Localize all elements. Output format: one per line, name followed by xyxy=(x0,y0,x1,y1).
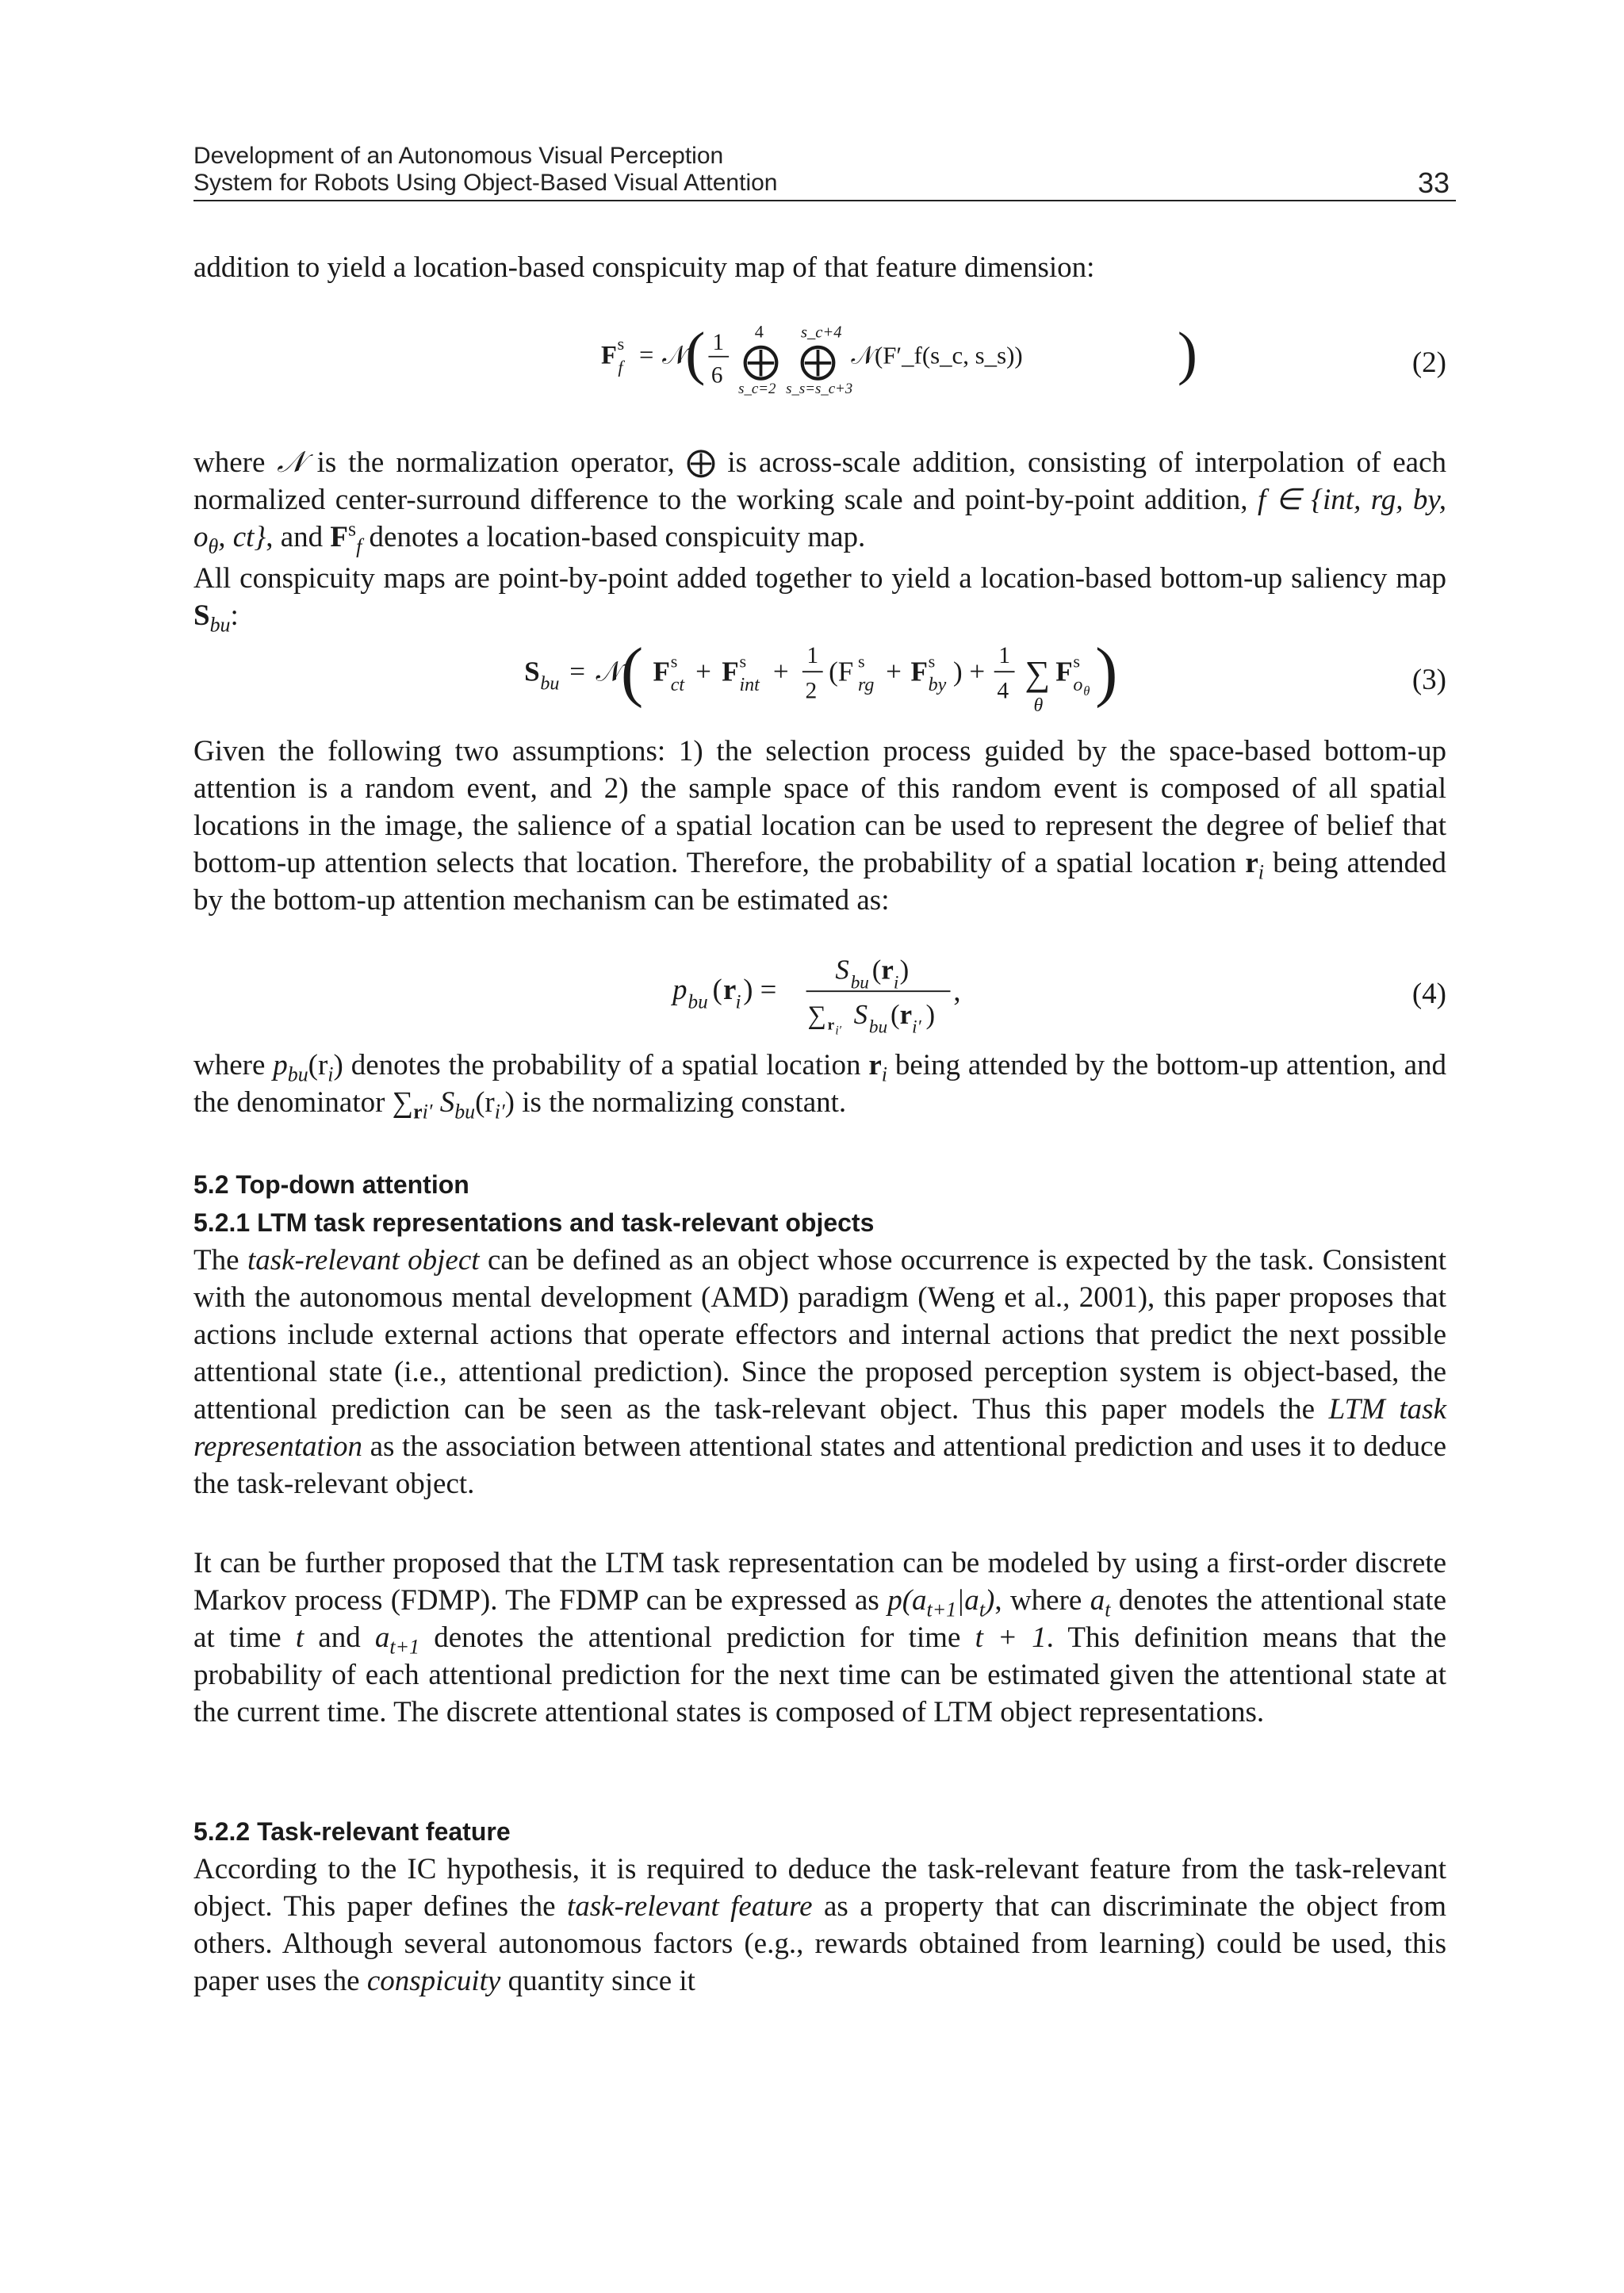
svg-text:S: S xyxy=(524,656,540,687)
equation-4-graphic xyxy=(193,948,1446,1043)
svg-text:1: 1 xyxy=(806,643,819,669)
equation-2-graphic xyxy=(193,308,1446,403)
running-header xyxy=(193,143,1456,201)
svg-text:): ) xyxy=(1095,634,1118,709)
svg-text:rg: rg xyxy=(858,675,875,696)
svg-text:bu: bu xyxy=(688,991,708,1013)
eq2-upper-2: s_c+4 xyxy=(801,323,842,342)
subsection-heading-5-2-2: 5.2.2 Task-relevant feature xyxy=(193,1817,511,1846)
svg-text:∑: ∑ xyxy=(807,1001,826,1030)
svg-text:s: s xyxy=(670,651,678,672)
eq2-lhs-sup: s xyxy=(617,334,625,354)
eq2-lower-2: s_s=s_c+3 xyxy=(786,381,853,397)
svg-text:) +: ) + xyxy=(953,656,986,687)
svg-text:bu: bu xyxy=(850,972,869,993)
svg-text:=: = xyxy=(569,656,586,687)
section-heading-5-2: 5.2 Top-down attention xyxy=(193,1170,469,1199)
paragraph-task-relevant-feature: According to the IC hypothesis, it is required to deduce the task-relevant feature from the task-relevant object. This paper defines the task-relevant feature as a property that can discriminate the object from others. Although several autonomous factors (e.g., rewards obtained from learning) could be used, this paper uses the conspicuity quantity since it xyxy=(193,1853,1446,1997)
header-title-line-2: System for Robots Using Object-Based Visual Attention xyxy=(193,170,778,196)
eq2-lhs: F xyxy=(601,341,617,370)
svg-text:S: S xyxy=(853,998,868,1030)
svg-text:r: r xyxy=(881,954,894,986)
eq2-upper-1: 4 xyxy=(754,321,764,342)
svg-text:by: by xyxy=(928,675,947,696)
eq2-inner: 𝒩(F′_f(s_c, s_s)) xyxy=(851,342,1023,369)
svg-text:θ: θ xyxy=(1033,695,1044,717)
svg-text:∑: ∑ xyxy=(1025,653,1051,693)
svg-text:+: + xyxy=(695,656,711,687)
paragraph-where-probability: where $p_{bu}(r_i)$ denotes the probability of a spatial location $r_i$ being attended by the bottom-up attention, and the denominator $\sum_{ri'}$ $S_{bu}(r_{i'})$ is the normalizing constant. xyxy=(193,1049,1446,1124)
svg-text:4: 4 xyxy=(997,678,1009,704)
svg-text:r: r xyxy=(899,998,913,1030)
equation-2-number: (2) xyxy=(1411,346,1446,379)
svg-text:=: = xyxy=(639,341,654,370)
svg-text:(F: (F xyxy=(829,656,854,687)
paragraph-assumptions: Given the following two assumptions: 1) the selection process guided by the space-based bottom-up attention is a random event, and 2) the sample space of this random event is composed of all spatial locations in the image, the salience of a spatial location can be used to represent the degree of belief that bottom-up attention selects that location. Therefore, the probability of a spatial location $r_i$ being attended by the bottom-up attention mechanism can be estimated as: xyxy=(193,735,1447,917)
eq2-lhs-sub: f xyxy=(618,357,623,377)
svg-text:s: s xyxy=(739,651,747,672)
svg-text:,: , xyxy=(953,974,961,1007)
equation-3-number: (3) xyxy=(1411,664,1446,696)
svg-text:(: ( xyxy=(685,320,706,387)
svg-text:𝒩: 𝒩 xyxy=(596,656,623,687)
svg-text:int: int xyxy=(739,675,760,696)
equation-2 xyxy=(193,308,1446,419)
svg-text:r: r xyxy=(827,1016,835,1034)
equation-4 xyxy=(193,948,1446,1047)
svg-text:1: 1 xyxy=(998,643,1010,669)
header-title-line-1: Development of an Autonomous Visual Perception xyxy=(193,143,724,169)
paragraph-task-relevant-object: The task-relevant object can be defined as an object whose occurrence is expected by the task. Consistent with the autonomous mental development (AMD) paradigm (Weng et al., 2001), this paper proposes that actions include external actions that operate effectors and internal actions that predict the next possible attentional state (i.e., attentional prediction). Since the proposed perception system is object-based, the attentional prediction can be seen as the task-relevant object. Thus this paper models the LTM task representation as the association between attentional states and attentional prediction and uses it to deduce the task-relevant object. xyxy=(193,1244,1446,1500)
svg-text:bu: bu xyxy=(540,673,560,695)
svg-text:) =: ) = xyxy=(743,972,777,1005)
svg-text:+: + xyxy=(772,656,789,687)
svg-text:r: r xyxy=(723,972,737,1005)
svg-text:s: s xyxy=(858,651,865,672)
svg-text:θ: θ xyxy=(1083,683,1090,699)
svg-text:(: ( xyxy=(712,972,722,1005)
paragraph-where-normalization: where 𝒩 is the normalization operator, ⨁ is across-scale addition, consisting of interpolation of each normalized center-surround difference to the working scale and point-by-point addition, f ∈ {int, rg, by, $o_\theta$, ct}, and $F^s_f$ denotes a location-based conspicuity map. xyxy=(193,446,1446,558)
svg-text:(: ( xyxy=(891,998,900,1030)
eq2-normalization: 𝒩 xyxy=(662,341,688,370)
svg-text:(: ( xyxy=(620,634,644,709)
equation-3 xyxy=(193,626,1446,729)
paragraph-saliency-map: All conspicuity maps are point-by-point added together to yield a location-based bottom-up saliency map $S_{bu}$: xyxy=(193,562,1446,637)
eq2-oplus-1: ⨁ xyxy=(742,341,779,382)
svg-text:F: F xyxy=(722,656,739,687)
equation-4-number: (4) xyxy=(1411,978,1446,1010)
paragraph-intro: addition to yield a location-based conspicuity map of that feature dimension: xyxy=(193,251,1095,284)
svg-text:i′: i′ xyxy=(835,1024,842,1038)
svg-text:i: i xyxy=(893,972,899,993)
svg-text:i: i xyxy=(735,991,741,1013)
svg-text:2: 2 xyxy=(805,678,818,704)
svg-text:p: p xyxy=(672,972,688,1005)
eq2-lower-1: s_c=2 xyxy=(738,381,776,397)
svg-text:o: o xyxy=(1073,675,1083,696)
subsection-heading-5-2-1: 5.2.1 LTM task representations and task-relevant objects xyxy=(193,1208,875,1237)
equation-3-graphic xyxy=(193,626,1446,722)
svg-text:ct: ct xyxy=(670,675,685,696)
svg-text:F: F xyxy=(653,656,670,687)
svg-text:S: S xyxy=(835,954,849,986)
svg-text:s: s xyxy=(1073,651,1081,672)
svg-text:bu: bu xyxy=(868,1016,888,1038)
eq2-frac-den: 6 xyxy=(710,362,723,389)
paragraph-fdmp: It can be further proposed that the LTM task representation can be modeled by using a first-order discrete Markov process (FDMP). The FDMP can be expressed as $p(a_{t+1}|a_t)$, where $a_t$ denotes the attentional state at time t and $a_{t+1}$ denotes the attentional prediction for time t + 1. This definition means that the probability of each attentional prediction for the next time can be estimated given the attentional state at the current time. The discrete attentional states is composed of LTM object representations. xyxy=(193,1547,1446,1728)
svg-text:): ) xyxy=(899,954,910,986)
eq2-frac-num: 1 xyxy=(712,330,725,356)
svg-text:): ) xyxy=(1177,320,1197,387)
svg-text:): ) xyxy=(925,998,936,1030)
svg-text:s: s xyxy=(928,651,936,672)
svg-text:F: F xyxy=(1055,656,1073,687)
svg-text:i′: i′ xyxy=(912,1016,921,1038)
svg-text:F: F xyxy=(910,656,928,687)
svg-text:(: ( xyxy=(871,954,882,986)
page-number: 33 xyxy=(1417,167,1450,199)
eq2-oplus-2: ⨁ xyxy=(799,341,837,382)
svg-text:+: + xyxy=(886,656,902,687)
